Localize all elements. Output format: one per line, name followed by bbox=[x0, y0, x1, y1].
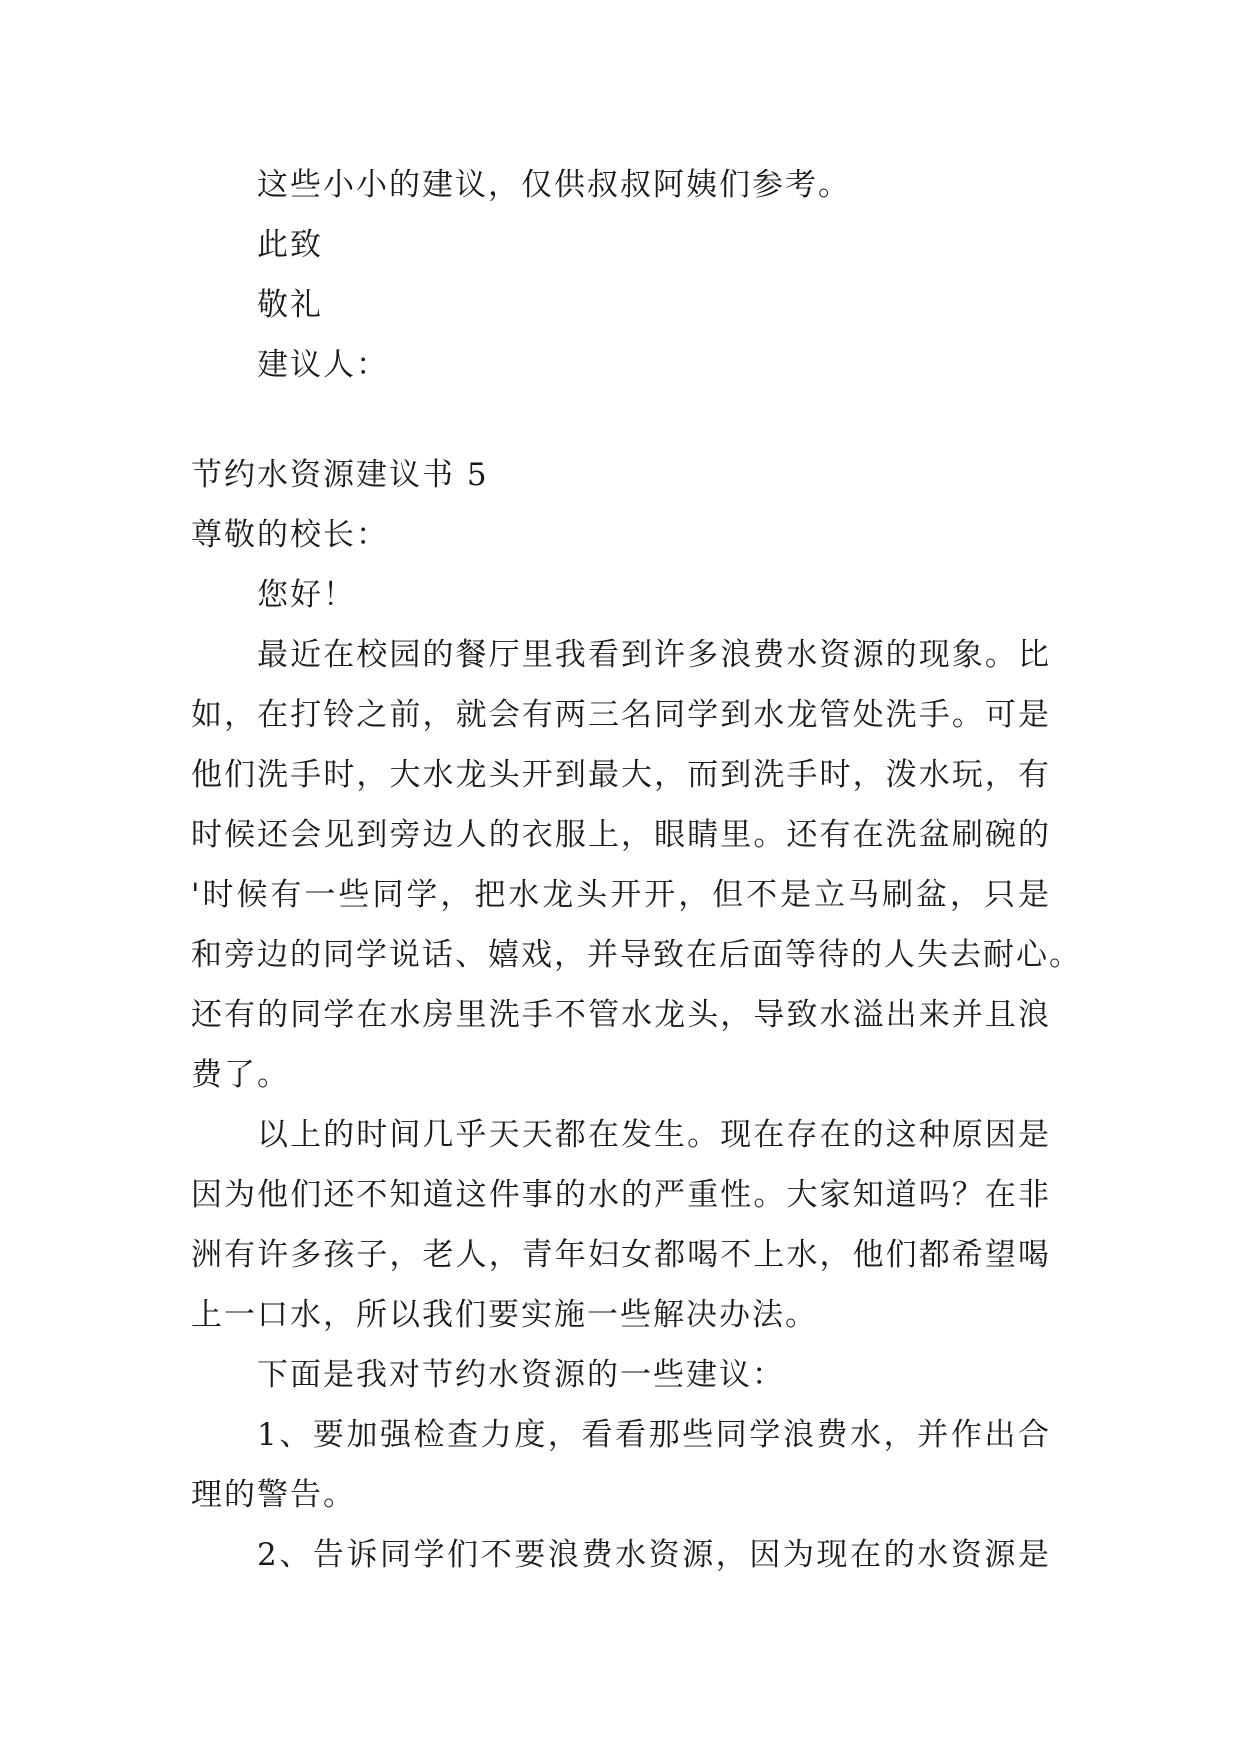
addressee-line: 尊敬的校长： bbox=[191, 517, 389, 553]
salutation-cizhi: 此致 bbox=[257, 227, 323, 263]
paragraph-2-line-1: 以上的时间几乎天天都在发生。现在存在的这种原因是 bbox=[257, 1117, 1051, 1153]
suggestion-1-line-1: 1、要加强检查力度，看看那些同学浪费水，并作出合 bbox=[257, 1417, 1051, 1453]
suggestion-1-line-2: 理的警告。 bbox=[191, 1477, 356, 1513]
closing-suggestion-line: 这些小小的建议，仅供叔叔阿姨们参考。 bbox=[257, 167, 851, 203]
greeting-line: 您好！ bbox=[257, 577, 356, 613]
paragraph-1-line-2: 如，在打铃之前，就会有两三名同学到水龙管处洗手。可是 bbox=[191, 697, 1051, 733]
paragraph-2-line-4: 上一口水，所以我们要实施一些解决办法。 bbox=[191, 1297, 818, 1333]
suggestion-2-line-1: 2、告诉同学们不要浪费水资源，因为现在的水资源是 bbox=[257, 1537, 1051, 1573]
paragraph-1-line-4: 时候还会见到旁边人的衣服上，眼睛里。还有在洗盆刷碗的 bbox=[191, 817, 1051, 853]
paragraph-1-line-6: 和旁边的同学说话、嬉戏，并导致在后面等待的人失去耐心。 bbox=[191, 937, 1082, 973]
paragraph-1-line-5: '时候有一些同学，把水龙头开开，但不是立马刷盆，只是 bbox=[191, 877, 1051, 913]
paragraph-1-line-3: 他们洗手时，大水龙头开到最大，而到洗手时，泼水玩，有 bbox=[191, 757, 1051, 793]
paragraph-2-line-3: 洲有许多孩子，老人，青年妇女都喝不上水，他们都希望喝 bbox=[191, 1237, 1051, 1273]
paragraph-1-line-1: 最近在校园的餐厅里我看到许多浪费水资源的现象。比 bbox=[257, 637, 1051, 673]
paragraph-1-line-8: 费了。 bbox=[191, 1057, 290, 1093]
signer-label: 建议人： bbox=[257, 347, 389, 383]
salutation-jingli: 敬礼 bbox=[257, 287, 323, 323]
paragraph-2-line-2: 因为他们还不知道这件事的水的严重性。大家知道吗？在非 bbox=[191, 1177, 1051, 1213]
paragraph-1-line-7: 还有的同学在水房里洗手不管水龙头，导致水溢出来并且浪 bbox=[191, 997, 1051, 1033]
section-title: 节约水资源建议书 5 bbox=[191, 457, 489, 493]
suggestions-intro: 下面是我对节约水资源的一些建议： bbox=[257, 1357, 785, 1393]
